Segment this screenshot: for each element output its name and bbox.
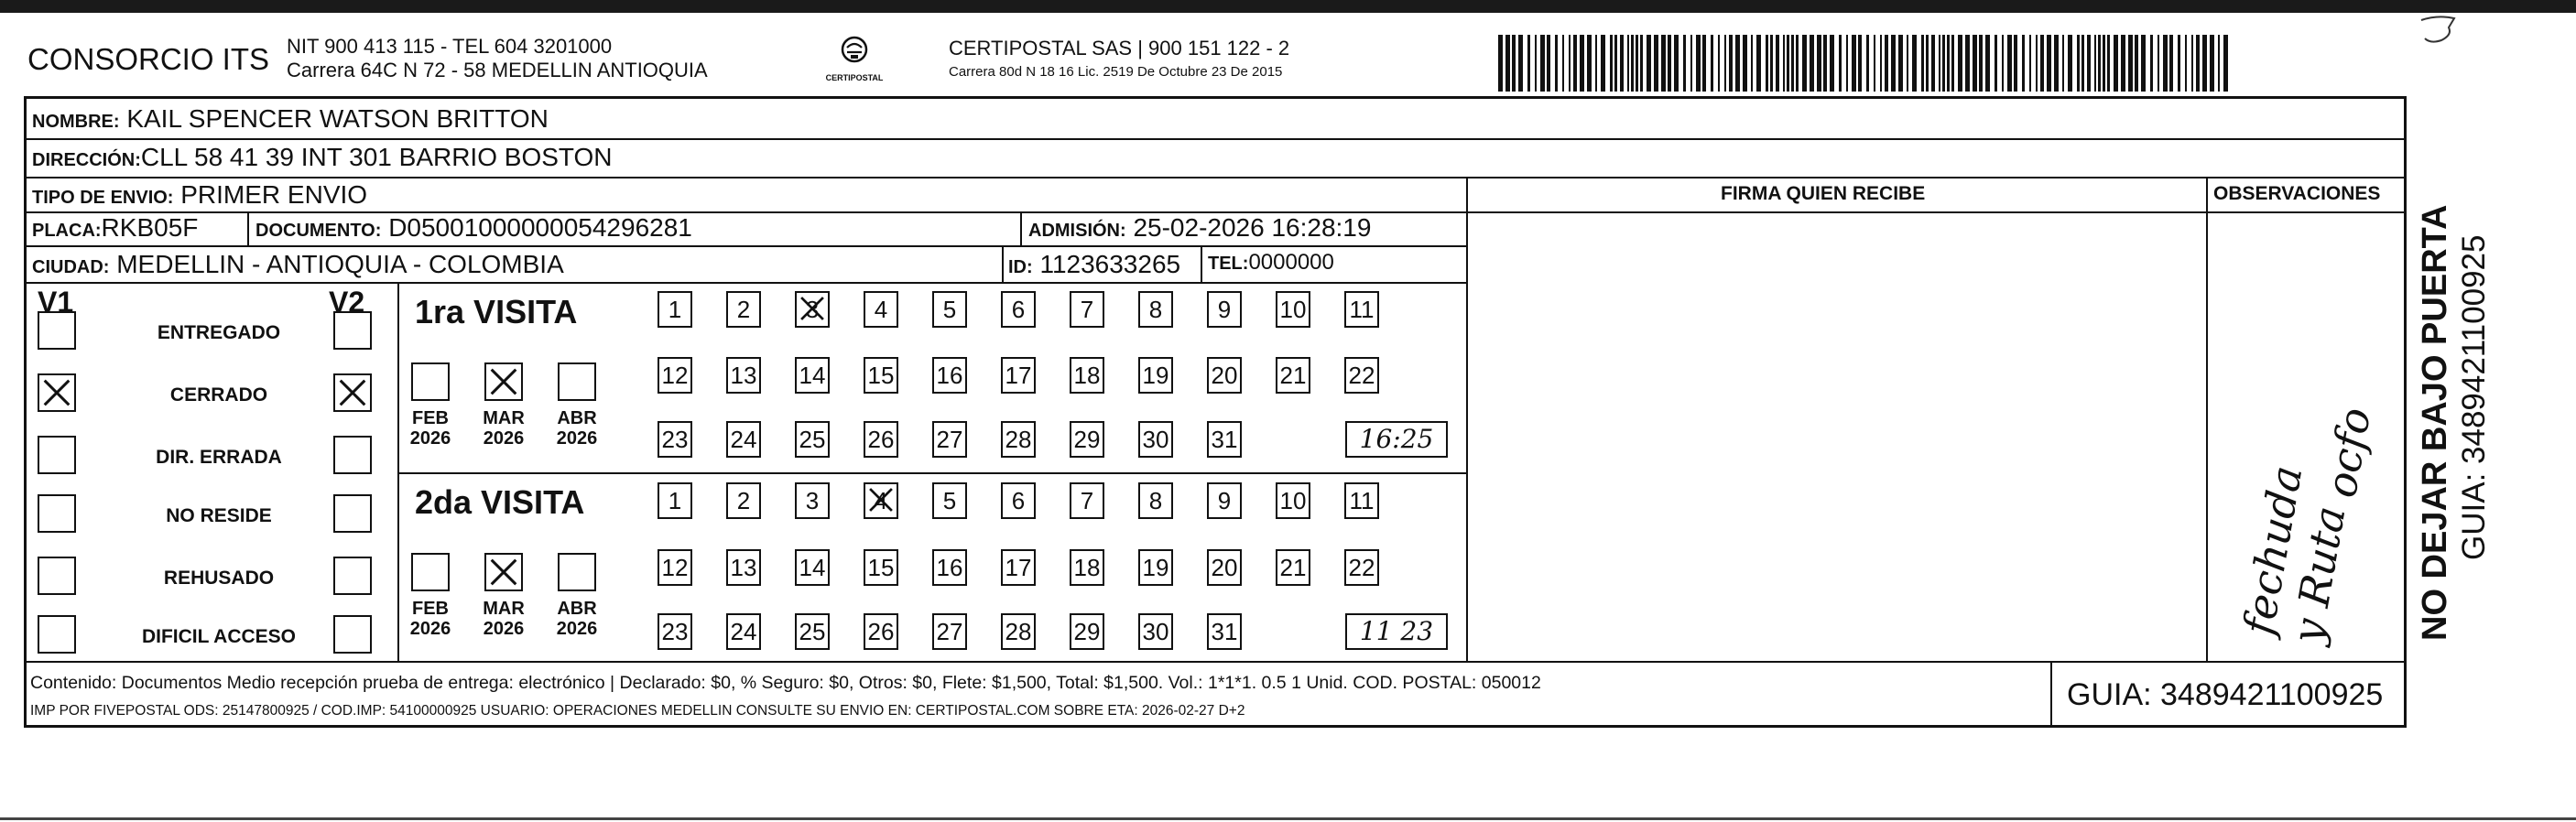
tel-label: TEL:	[1208, 254, 1249, 274]
day-box[interactable]: 25	[795, 613, 830, 650]
v2-checkbox[interactable]	[333, 557, 372, 595]
day-box[interactable]: 30	[1138, 613, 1173, 650]
v2-checkbox[interactable]	[333, 615, 372, 654]
day-box[interactable]: 20	[1207, 549, 1242, 586]
month-year: 2026	[556, 428, 598, 449]
day-box[interactable]: 23	[658, 613, 692, 650]
day-box[interactable]: 21	[1276, 549, 1310, 586]
footer-imp: IMP POR FIVEPOSTAL ODS: 25147800925 / COD.IMP: 54100000925 USUARIO: OPERACIONES MEDELLIN CONSULTE SU ENVIO EN: CERTIPOSTAL.COM SOBRE ETA: 2026-02-27 D+2	[30, 703, 1245, 719]
v2-checkbox[interactable]	[333, 311, 372, 350]
day-box[interactable]: 25	[795, 421, 830, 458]
day-box[interactable]: 19	[1138, 357, 1173, 394]
day-box[interactable]: 23	[658, 421, 692, 458]
day-box[interactable]: 10	[1276, 291, 1310, 328]
day-box[interactable]: 21	[1276, 357, 1310, 394]
v1-checkbox[interactable]	[38, 311, 76, 350]
day-box[interactable]: 13	[726, 549, 761, 586]
day-box[interactable]: 22	[1344, 357, 1379, 394]
side-warning: NO DEJAR BAJO PUERTA	[2416, 204, 2454, 641]
v1-checkbox[interactable]	[38, 373, 76, 412]
day-box[interactable]: 15	[864, 549, 898, 586]
day-box[interactable]: 20	[1207, 357, 1242, 394]
day-box[interactable]: 15	[864, 357, 898, 394]
day-box[interactable]: 11	[1344, 482, 1379, 519]
day-box[interactable]: 17	[1001, 549, 1036, 586]
carrier-line: CERTIPOSTAL SAS | 900 151 122 - 2	[949, 37, 1290, 59]
day-box[interactable]: 5	[932, 291, 967, 328]
month-year: 2026	[409, 619, 451, 639]
day-box[interactable]: 30	[1138, 421, 1173, 458]
day-box[interactable]: 8	[1138, 482, 1173, 519]
status-option-label: CERRADO	[169, 384, 268, 406]
day-box[interactable]: 13	[726, 357, 761, 394]
month-label	[403, 599, 458, 639]
day-box[interactable]: 28	[1001, 421, 1036, 458]
company-name: CONSORCIO ITS	[27, 42, 270, 76]
v2-checkbox[interactable]	[333, 494, 372, 533]
day-box[interactable]: 26	[864, 613, 898, 650]
day-box[interactable]: 12	[658, 357, 692, 394]
top-scan-edge	[0, 0, 2576, 13]
month-label	[476, 599, 531, 639]
status-option-label: DIR. ERRADA	[156, 447, 282, 468]
month-label	[403, 408, 458, 449]
day-box[interactable]: 14	[795, 357, 830, 394]
day-box[interactable]: 10	[1276, 482, 1310, 519]
day-box[interactable]: 14	[795, 549, 830, 586]
admision-label: ADMISIÓN:	[1028, 221, 1126, 241]
month-label	[549, 599, 604, 639]
day-box[interactable]: 24	[726, 421, 761, 458]
day-box[interactable]: 1	[658, 482, 692, 519]
day-box[interactable]: 22	[1344, 549, 1379, 586]
month-year: 2026	[483, 619, 525, 639]
status-option-label: DIFICIL ACCESO	[141, 626, 296, 647]
month-name: MAR	[483, 599, 525, 619]
day-box[interactable]: 9	[1207, 482, 1242, 519]
direccion-label: DIRECCIÓN:	[32, 150, 141, 170]
day-box[interactable]: 29	[1070, 613, 1104, 650]
tipo-value: PRIMER ENVIO	[180, 180, 368, 209]
obs-handwriting-2: ocfo	[2316, 404, 2381, 502]
v1-checkbox[interactable]	[38, 494, 76, 533]
day-box[interactable]: 27	[932, 421, 967, 458]
logo-text: CERTIPOSTAL	[825, 73, 884, 82]
day-box[interactable]: 7	[1070, 482, 1104, 519]
observaciones-header: OBSERVACIONES	[2213, 183, 2381, 204]
day-box[interactable]: 12	[658, 549, 692, 586]
day-box[interactable]: 24	[726, 613, 761, 650]
footer-guia: GUIA: 3489421100925	[2067, 677, 2384, 712]
bottom-edge	[0, 817, 2576, 820]
corner-scribble	[2418, 13, 2459, 46]
day-box[interactable]: 26	[864, 421, 898, 458]
nombre-label: NOMBRE:	[32, 112, 120, 132]
day-box[interactable]: 16	[932, 357, 967, 394]
direccion-value: CLL 58 41 39 INT 301 BARRIO BOSTON	[140, 143, 613, 171]
day-box[interactable]: 3	[795, 482, 830, 519]
day-box[interactable]: 11	[1344, 291, 1379, 328]
month-name: FEB	[412, 599, 449, 619]
status-option-label: REHUSADO	[163, 568, 275, 589]
month-checkbox[interactable]	[411, 553, 450, 591]
day-box[interactable]: 17	[1001, 357, 1036, 394]
v2-header: V2	[329, 286, 365, 319]
v1-header: V1	[38, 286, 74, 319]
day-box[interactable]: 28	[1001, 613, 1036, 650]
tel-value: 0000000	[1248, 250, 1334, 275]
v2-checkbox[interactable]	[333, 436, 372, 474]
v1-checkbox[interactable]	[38, 615, 76, 654]
month-year: 2026	[556, 619, 598, 639]
placa-label: PLACA:	[32, 221, 102, 241]
month-checkbox[interactable]	[484, 553, 523, 591]
day-box[interactable]: 5	[932, 482, 967, 519]
month-checkbox[interactable]	[411, 362, 450, 401]
visit-title: 1ra VISITA	[415, 293, 578, 330]
day-box[interactable]: 31	[1207, 613, 1242, 650]
day-box[interactable]: 6	[1001, 291, 1036, 328]
day-box[interactable]: 2	[726, 482, 761, 519]
month-name: ABR	[557, 408, 597, 428]
day-box[interactable]: 1	[658, 291, 692, 328]
day-box[interactable]: 4	[864, 291, 898, 328]
month-checkbox[interactable]	[484, 362, 523, 401]
v1-checkbox[interactable]	[38, 436, 76, 474]
documento-label: DOCUMENTO:	[255, 221, 382, 241]
day-box[interactable]: 31	[1207, 421, 1242, 458]
v1-checkbox[interactable]	[38, 557, 76, 595]
company-nit: NIT 900 413 115 - TEL 604 3201000	[287, 35, 613, 58]
company-address: Carrera 64C N 72 - 58 MEDELLIN ANTIOQUIA	[287, 59, 708, 81]
month-name: MAR	[483, 408, 525, 428]
day-box[interactable]: 9	[1207, 291, 1242, 328]
id-value: 1123633265	[1039, 250, 1181, 278]
placa-value: RKB05F	[101, 213, 199, 242]
day-box[interactable]: 18	[1070, 549, 1104, 586]
firma-header: FIRMA QUIEN RECIBE	[1721, 183, 1926, 204]
status-option-label: ENTREGADO	[157, 322, 281, 343]
month-checkbox[interactable]	[558, 362, 596, 401]
month-checkbox[interactable]	[558, 553, 596, 591]
visit-time	[1345, 421, 1448, 458]
month-name: ABR	[557, 599, 597, 619]
month-label	[549, 408, 604, 449]
carrier-sub: Carrera 80d N 18 16 Lic. 2519 De Octubre 23 De 2015	[949, 64, 1283, 80]
month-year: 2026	[483, 428, 525, 449]
admision-value: 25-02-2026 16:28:19	[1133, 213, 1372, 242]
month-year: 2026	[409, 428, 451, 449]
id-label: ID:	[1008, 257, 1033, 277]
day-box[interactable]: 2	[726, 291, 761, 328]
day-box[interactable]: 18	[1070, 357, 1104, 394]
day-box[interactable]: 29	[1070, 421, 1104, 458]
visit-time	[1345, 613, 1448, 650]
barcode	[1498, 35, 2231, 92]
visit-time-value: 11 23	[1359, 616, 1434, 646]
day-box[interactable]: 7	[1070, 291, 1104, 328]
visit-time-value: 16:25	[1359, 424, 1434, 454]
side-guia: GUIA: 3489421100925	[2456, 234, 2492, 560]
nombre-value: KAIL SPENCER WATSON BRITTON	[126, 104, 549, 133]
documento-value: D05001000000054296281	[388, 213, 692, 242]
month-name: FEB	[412, 408, 449, 428]
v2-checkbox[interactable]	[333, 373, 372, 412]
day-box[interactable]: 6	[1001, 482, 1036, 519]
tipo-label: TIPO DE ENVIO:	[32, 188, 174, 208]
footer-contenido: Contenido: Documentos Medio recepción prueba de entrega: electrónico | Declarado: $0, % Seguro: $0, Otros: $0, Flete: $1,500, Total: $1,500. Vol.: 1*1*1. 0.5 1 Unid. COD. POSTAL: 050012	[30, 673, 1541, 693]
day-box[interactable]: 19	[1138, 549, 1173, 586]
obs-handwriting-1: fechuda y Ruta	[2234, 461, 2355, 647]
day-box[interactable]: 3	[795, 291, 830, 328]
day-box[interactable]: 27	[932, 613, 967, 650]
day-box[interactable]: 8	[1138, 291, 1173, 328]
delivery-form	[24, 96, 2407, 728]
day-box[interactable]: 4	[864, 482, 898, 519]
ciudad-label: CIUDAD:	[32, 257, 110, 277]
status-option-label: NO RESIDE	[166, 505, 272, 526]
month-label	[476, 408, 531, 449]
day-box[interactable]: 16	[932, 549, 967, 586]
visit-title: 2da VISITA	[415, 483, 585, 521]
ciudad-value: MEDELLIN - ANTIOQUIA - COLOMBIA	[116, 250, 564, 278]
